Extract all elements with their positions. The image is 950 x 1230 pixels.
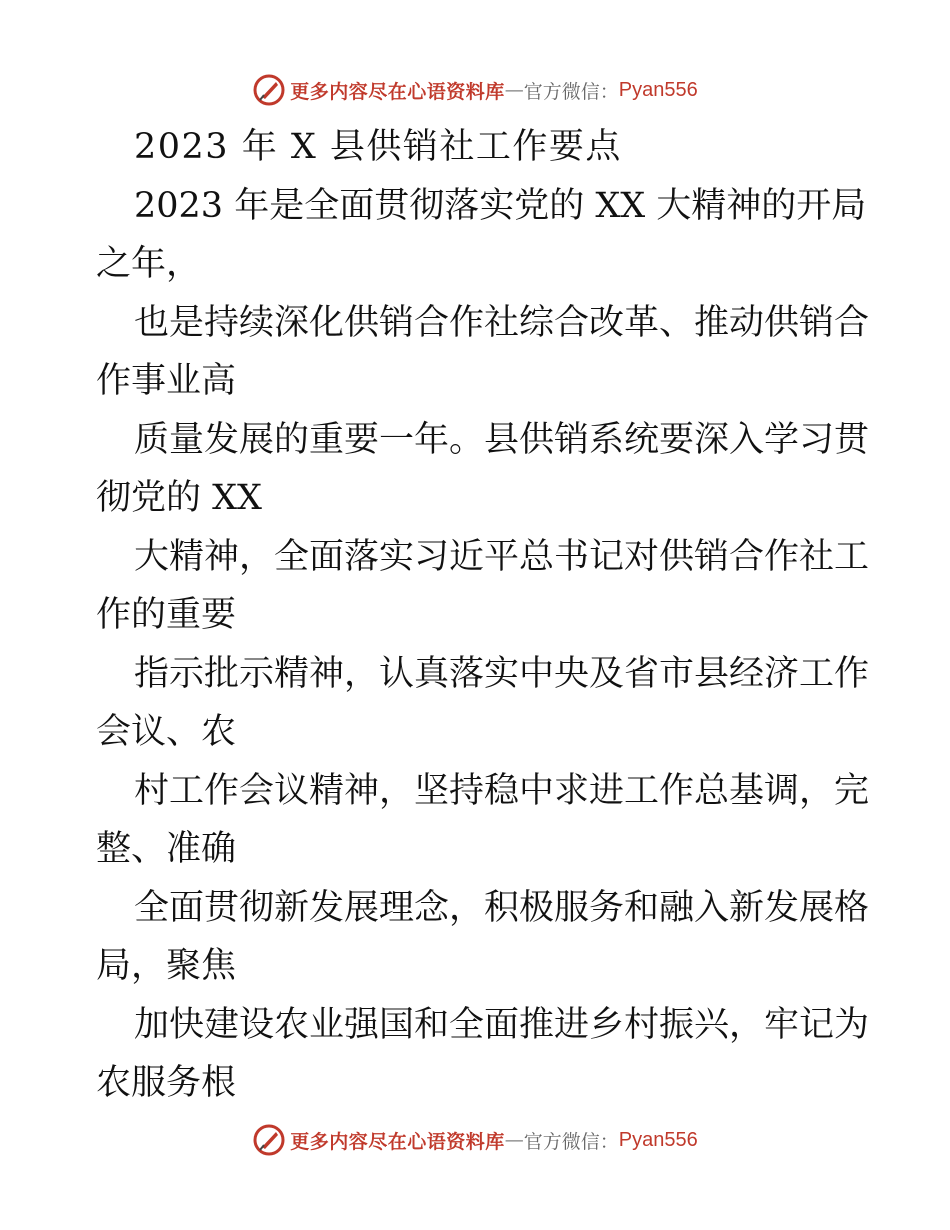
- document-line: 2023 年是全面贯彻落实党的 XX 大精神的开局: [134, 185, 867, 226]
- watermark-contact-id: Pyan556: [618, 78, 698, 101]
- document-line: 作的重要: [96, 595, 237, 635]
- document-line: 农服务根: [96, 1063, 237, 1103]
- header-watermark-banner: [0, 70, 950, 110]
- header-watermark-inner: [252, 73, 698, 107]
- document-line: 全面贯彻新发展理念，积极服务和融入新发展格: [134, 887, 870, 928]
- document-line: 村工作会议精神，坚持稳中求进工作总基调，完: [134, 770, 870, 811]
- watermark-contact-label: 官方微信：: [523, 80, 619, 103]
- document-line: 局，聚焦: [96, 946, 237, 986]
- document-line: 整、准确: [96, 829, 237, 869]
- watermark-separator: —: [504, 79, 524, 101]
- document-line: 质量发展的重要一年。县供销系统要深入学习贯: [134, 419, 870, 460]
- document-line: 会议、农: [96, 712, 237, 752]
- document-line: 之年，: [96, 244, 202, 284]
- document-line: 大精神，全面落实习近平总书记对供销合作社工: [134, 536, 870, 577]
- watermark-contact-id: Pyan556: [618, 1128, 698, 1151]
- watermark-separator: —: [504, 1129, 524, 1151]
- document-line: 指示批示精神，认真落实中央及省市县经济工作: [134, 653, 870, 694]
- document-line: 作事业高: [96, 361, 237, 401]
- document-line: 彻党的 XX: [96, 478, 262, 518]
- footer-watermark-banner: [0, 1120, 950, 1160]
- quill-logo-icon: [252, 73, 286, 107]
- watermark-text: 更多内容尽在心语资料库: [290, 1130, 505, 1153]
- document-line: 加快建设农业强国和全面推进乡村振兴，牢记为: [134, 1004, 870, 1045]
- document-title: 2023 年 X 县供销社工作要点: [134, 127, 622, 167]
- quill-logo-icon: [252, 1123, 286, 1157]
- document-lines: [96, 177, 870, 1113]
- watermark-contact-label: 官方微信：: [523, 1130, 619, 1153]
- document-body: [96, 118, 870, 1113]
- document-line: 也是持续深化供销合作社综合改革、推动供销合: [134, 302, 870, 343]
- watermark-text: 更多内容尽在心语资料库: [290, 80, 505, 103]
- footer-watermark-inner: [252, 1123, 698, 1157]
